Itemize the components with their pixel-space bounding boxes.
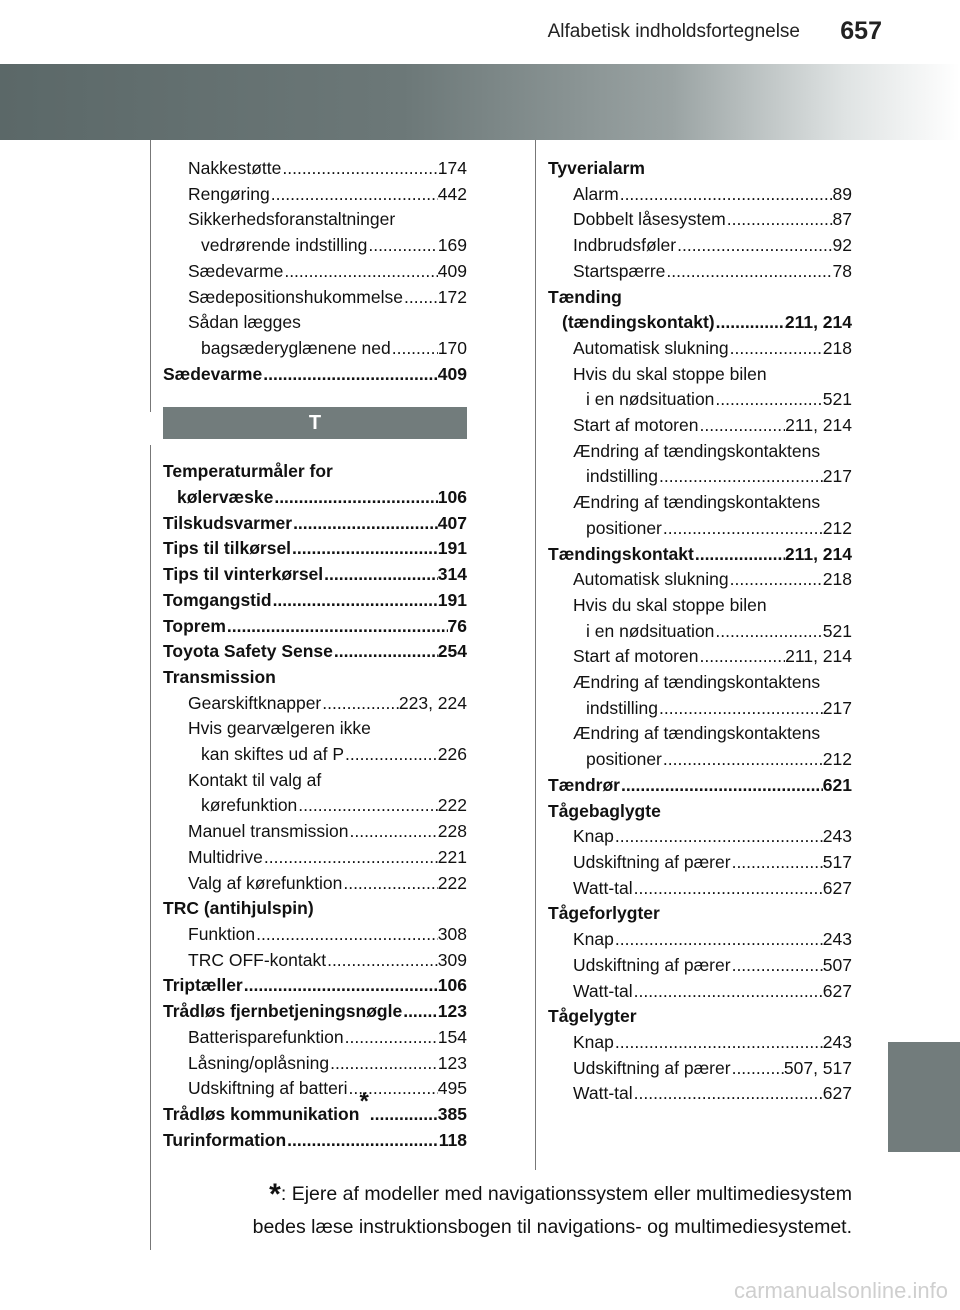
index-page-number: 409 (437, 260, 467, 281)
dot-leader (614, 824, 823, 850)
index-page-number: 495 (437, 1078, 467, 1099)
dot-leader (658, 696, 823, 722)
dot-leader (342, 871, 437, 897)
index-page-number: 521 (822, 620, 852, 641)
index-page-number: 385 (437, 1103, 467, 1124)
section-letter-bar: T (163, 407, 467, 439)
index-term: Start af motoren (573, 646, 699, 667)
index-entry (163, 233, 467, 259)
index-term: Tænding (548, 286, 622, 307)
index-page-number: 123 (437, 1001, 467, 1022)
index-entry (163, 845, 467, 871)
index-entry (548, 696, 852, 722)
index-entry (548, 310, 852, 336)
index-page-number: 154 (437, 1026, 467, 1047)
index-term: Automatisk slukning (573, 337, 729, 358)
index-term: Tips til vinterkørsel (163, 564, 324, 585)
index-term: Trådløs kommunikation (163, 1103, 360, 1124)
index-term: i en nødsituation (586, 620, 715, 641)
center-divider (535, 140, 536, 1170)
dot-leader (731, 953, 823, 979)
index-entry (163, 156, 467, 182)
index-entry (163, 259, 467, 285)
dot-leader (297, 793, 438, 819)
index-term: Batterisparefunktion (188, 1026, 344, 1047)
index-term: Sikkerhedsforanstaltninger (188, 209, 396, 230)
footnote-star: * (269, 1178, 281, 1211)
index-page-number: 222 (437, 872, 467, 893)
dot-leader (326, 948, 438, 974)
dot-leader (614, 1030, 823, 1056)
dot-leader (283, 259, 437, 285)
index-page-number: 217 (822, 466, 852, 487)
watermark: carmanualsonline.info (733, 1278, 948, 1303)
chapter-tab (888, 1042, 960, 1152)
index-entry (163, 588, 467, 614)
dot-leader (333, 639, 438, 665)
index-entry (548, 644, 852, 670)
footnote-line-1: : Ejere af modeller med navigationssystem eller multimediesystem (280, 1183, 852, 1205)
index-term: vedrørende indstilling (201, 235, 368, 256)
header-band (0, 64, 960, 140)
page-header (0, 12, 960, 52)
dot-leader (619, 182, 833, 208)
index-term: Tilskudsvarmer (163, 512, 293, 533)
index-term: Ændring af tændingskontaktens (573, 723, 821, 744)
dot-leader (281, 156, 437, 182)
index-entry (163, 1128, 467, 1154)
dot-leader (731, 1056, 784, 1082)
index-page-number: 169 (437, 235, 467, 256)
index-term: Toyota Safety Sense (163, 641, 333, 662)
dot-leader (662, 516, 823, 542)
index-entry (163, 999, 467, 1025)
dot-leader (403, 285, 438, 311)
index-page-number: 627 (822, 980, 852, 1001)
index-entry (548, 464, 852, 490)
index-term: Kontakt til valg af (188, 769, 322, 790)
dot-leader (323, 562, 438, 588)
index-entry (548, 901, 852, 927)
index-page-number: 218 (822, 337, 852, 358)
dot-leader (262, 362, 438, 388)
index-page-number: 409 (437, 363, 467, 384)
index-term: Transmission (163, 666, 276, 687)
index-entry (163, 793, 467, 819)
index-page-number: 172 (437, 286, 467, 307)
index-term: Sædepositionshukommelse (188, 286, 403, 307)
index-page-number: 211, 214 (785, 646, 852, 667)
index-entry (163, 182, 467, 208)
index-entry (548, 516, 852, 542)
index-entry (548, 927, 852, 953)
index-page-number: 517 (822, 851, 852, 872)
index-entry (548, 773, 852, 799)
index-term: Udskiftning af pærer (573, 1057, 731, 1078)
index-entry (163, 285, 467, 311)
header-title: Alfabetisk indholdsfortegnelse (547, 21, 800, 42)
dot-leader (729, 567, 823, 593)
index-term: Toprem (163, 615, 226, 636)
index-entry (163, 819, 467, 845)
dot-leader (731, 850, 823, 876)
dot-leader (344, 742, 438, 768)
index-term: Knap (573, 1031, 614, 1052)
index-page-number: 174 (437, 158, 467, 178)
index-entry (548, 542, 852, 568)
index-page-number: 217 (822, 697, 852, 718)
index-term: bagsæderyglænene ned (201, 337, 391, 358)
index-entry (548, 747, 852, 773)
index-page-number: 212 (822, 517, 852, 538)
dot-leader (243, 973, 438, 999)
index-term: Alarm (573, 183, 619, 204)
dot-leader (694, 542, 785, 568)
index-page-number: 170 (437, 337, 467, 358)
left-divider-bottom (150, 445, 151, 1250)
dot-leader (698, 644, 785, 670)
index-entry (548, 207, 852, 233)
index-page-number: 76 (447, 615, 467, 636)
index-entry (548, 1030, 852, 1056)
index-term: Ændring af tændingskontaktens (573, 672, 821, 693)
index-entry (548, 670, 852, 696)
index-page-number: 226 (437, 744, 467, 765)
index-page-number: 314 (437, 564, 467, 585)
dot-leader (273, 485, 437, 511)
index-entry (163, 562, 467, 588)
index-entry (548, 799, 852, 825)
index-term: Multidrive (188, 846, 263, 867)
index-page-number: 627 (822, 877, 852, 898)
index-page-number: 442 (437, 183, 467, 204)
left-divider-top (150, 140, 151, 412)
dot-leader (726, 207, 833, 233)
index-entry (548, 619, 852, 645)
index-entry (163, 459, 467, 485)
index-term: Gearskiftknapper (188, 692, 322, 713)
index-entry (548, 1004, 852, 1030)
index-term: Manuel transmission (188, 821, 349, 842)
dot-leader (226, 614, 448, 640)
index-term: Knap (573, 826, 614, 847)
index-page-number: 627 (822, 1083, 852, 1104)
right-index-column (548, 156, 852, 1107)
dot-leader (714, 619, 822, 645)
index-entry (548, 182, 852, 208)
index-term: TRC (antihjulspin) (163, 898, 314, 919)
index-entry (548, 259, 852, 285)
index-entry (548, 850, 852, 876)
index-page-number: 106 (437, 487, 467, 508)
index-term: Watt-tal (573, 980, 633, 1001)
dot-leader (292, 511, 438, 537)
index-term: positioner (586, 749, 662, 770)
index-entry (548, 233, 852, 259)
index-term: Temperaturmåler for (163, 461, 333, 482)
index-entry (163, 922, 467, 948)
index-page-number: 243 (822, 1031, 852, 1052)
index-entry (163, 716, 467, 742)
index-entry (548, 336, 852, 362)
dot-leader (715, 310, 785, 336)
dot-leader (329, 1051, 438, 1077)
index-term: Rengøring (188, 183, 270, 204)
index-entry (548, 362, 852, 388)
index-term: indstilling (586, 697, 658, 718)
index-entry (163, 665, 467, 691)
index-page-number: 243 (822, 929, 852, 950)
dot-leader (348, 819, 437, 845)
index-term: Tændingskontakt (548, 543, 694, 564)
index-page-number: 407 (437, 512, 467, 533)
index-term: Startspærre (573, 260, 666, 281)
dot-leader (391, 336, 438, 362)
index-group-s (163, 156, 467, 387)
dot-leader (344, 1025, 438, 1051)
index-page-number: 222 (437, 795, 467, 816)
index-page-number: 223, 224 (398, 692, 467, 713)
index-term: Sådan lægges (188, 312, 301, 333)
index-term: Tågeforlygter (548, 903, 660, 924)
index-entry (163, 871, 467, 897)
index-entry (163, 511, 467, 537)
index-page-number: 211, 214 (784, 543, 852, 564)
left-index-column (163, 156, 467, 1153)
footnote-marker: * (359, 1087, 369, 1115)
index-term: Tågelygter (548, 1006, 637, 1027)
index-entry (548, 387, 852, 413)
index-term: kan skiftes ud af P (201, 744, 344, 765)
dot-leader (367, 233, 437, 259)
dot-leader (729, 336, 823, 362)
index-entry (548, 156, 852, 182)
index-term: Valg af kørefunktion (188, 872, 343, 893)
index-term: Nakkestøtte (188, 158, 282, 178)
index-term: (tændingskontakt) (562, 312, 715, 333)
index-page-number: 507, 517 (783, 1057, 852, 1078)
dot-leader (633, 979, 823, 1005)
index-entry (548, 979, 852, 1005)
index-entry (548, 593, 852, 619)
index-entry (548, 721, 852, 747)
index-entry (163, 1025, 467, 1051)
index-entry (163, 310, 467, 336)
index-page-number: 254 (437, 641, 467, 662)
dot-leader (714, 387, 822, 413)
index-entry (548, 567, 852, 593)
index-term: Tomgangstid (163, 589, 272, 610)
index-entry (163, 948, 467, 974)
index-term: Hvis gearvælgeren ikke (188, 718, 371, 739)
index-term: Udskiftning af pærer (573, 954, 731, 975)
index-page-number: 221 (437, 846, 467, 867)
index-group-t (163, 459, 467, 1153)
dot-leader (270, 182, 438, 208)
dot-leader (263, 845, 438, 871)
index-entry (163, 207, 467, 233)
index-entry (163, 639, 467, 665)
dot-leader (620, 773, 823, 799)
index-term: i en nødsituation (586, 389, 715, 410)
index-group-t-continued (548, 156, 852, 1107)
dot-leader (402, 999, 438, 1025)
index-term: Ændring af tændingskontaktens (573, 492, 821, 513)
index-page-number: 218 (822, 569, 852, 590)
index-page-number: 228 (437, 821, 467, 842)
dot-leader (255, 922, 438, 948)
dot-leader (286, 1128, 439, 1154)
index-entry (163, 614, 467, 640)
index-term: Start af motoren (573, 415, 699, 436)
index-term: Watt-tal (573, 1083, 633, 1104)
index-page-number: 92 (832, 235, 852, 256)
index-term: Udskiftning af pærer (573, 851, 731, 872)
dot-leader (676, 233, 832, 259)
index-entry (163, 336, 467, 362)
index-page-number: 308 (437, 923, 467, 944)
index-term: Låsning/oplåsning (188, 1052, 330, 1073)
index-entry (163, 1051, 467, 1077)
index-entry (163, 768, 467, 794)
index-term: Tyverialarm (548, 158, 645, 178)
index-term: Hvis du skal stoppe bilen (573, 594, 767, 615)
index-entry (163, 362, 467, 388)
dot-leader (662, 747, 823, 773)
index-page-number: 191 (437, 538, 467, 559)
index-page-number: 507 (822, 954, 852, 975)
index-entry (163, 536, 467, 562)
index-term: kørefunktion (201, 795, 298, 816)
index-page-number: 106 (437, 975, 467, 996)
index-term: TRC OFF-kontakt (188, 949, 327, 970)
index-entry (548, 953, 852, 979)
index-term: Sædevarme (163, 363, 263, 384)
index-page-number: 191 (437, 589, 467, 610)
index-term: Tændrør (548, 774, 620, 795)
dot-leader (614, 927, 823, 953)
index-term: Indbrudsføler (573, 235, 677, 256)
index-term: Dobbelt låsesystem (573, 209, 726, 230)
footnote (253, 1178, 852, 1243)
index-entry (548, 1081, 852, 1107)
footnote-line-2: bedes læse instruktionsbogen til navigations- og multimediesystemet. (252, 1216, 852, 1238)
index-term: Turinformation (163, 1129, 287, 1150)
index-page-number: 78 (832, 260, 852, 281)
index-page-number: 118 (438, 1129, 467, 1150)
index-entry (163, 742, 467, 768)
index-term: Udskiftning af batteri (188, 1078, 348, 1099)
index-term: indstilling (586, 466, 658, 487)
index-term: Knap (573, 929, 614, 950)
dot-leader (369, 1102, 438, 1128)
index-term: Hvis du skal stoppe bilen (573, 363, 767, 384)
index-entry (163, 485, 467, 511)
index-entry (548, 439, 852, 465)
index-term: Tips til tilkørsel (163, 538, 292, 559)
index-page-number: 87 (832, 209, 852, 230)
index-term: Funktion (188, 923, 256, 944)
index-entry (163, 896, 467, 922)
index-term: Automatisk slukning (573, 569, 729, 590)
index-term: positioner (586, 517, 662, 538)
dot-leader (291, 536, 438, 562)
index-page-number: 521 (822, 389, 852, 410)
index-term: Triptæller (163, 975, 243, 996)
dot-leader (698, 413, 785, 439)
index-entry (548, 413, 852, 439)
index-entry (163, 691, 467, 717)
dot-leader (633, 1081, 823, 1107)
index-page-number: 212 (822, 749, 852, 770)
dot-leader (272, 588, 438, 614)
index-term: Sædevarme (188, 260, 284, 281)
index-page-number: 621 (822, 774, 852, 795)
index-page-number: 123 (437, 1052, 467, 1073)
index-entry (548, 285, 852, 311)
index-entry (163, 973, 467, 999)
index-term: Ændring af tændingskontaktens (573, 440, 821, 461)
index-entry (163, 1076, 467, 1102)
dot-leader (658, 464, 823, 490)
index-entry (548, 824, 852, 850)
index-entry (548, 490, 852, 516)
index-entry (548, 876, 852, 902)
index-page-number: 89 (832, 183, 852, 204)
index-page-number: 211, 214 (784, 312, 852, 333)
dot-leader (665, 259, 832, 285)
dot-leader (633, 876, 823, 902)
index-page-number: 309 (437, 949, 467, 970)
dot-leader (321, 691, 399, 717)
index-term: Watt-tal (573, 877, 633, 898)
index-term: Trådløs fjernbetjeningsnøgle (163, 1001, 403, 1022)
index-page-number: 211, 214 (785, 415, 852, 436)
index-page-number: 243 (822, 826, 852, 847)
index-entry (548, 1056, 852, 1082)
index-term: Tågebaglygte (548, 800, 661, 821)
page-number: 657 (840, 17, 882, 45)
index-term: kølervæske (177, 487, 274, 508)
